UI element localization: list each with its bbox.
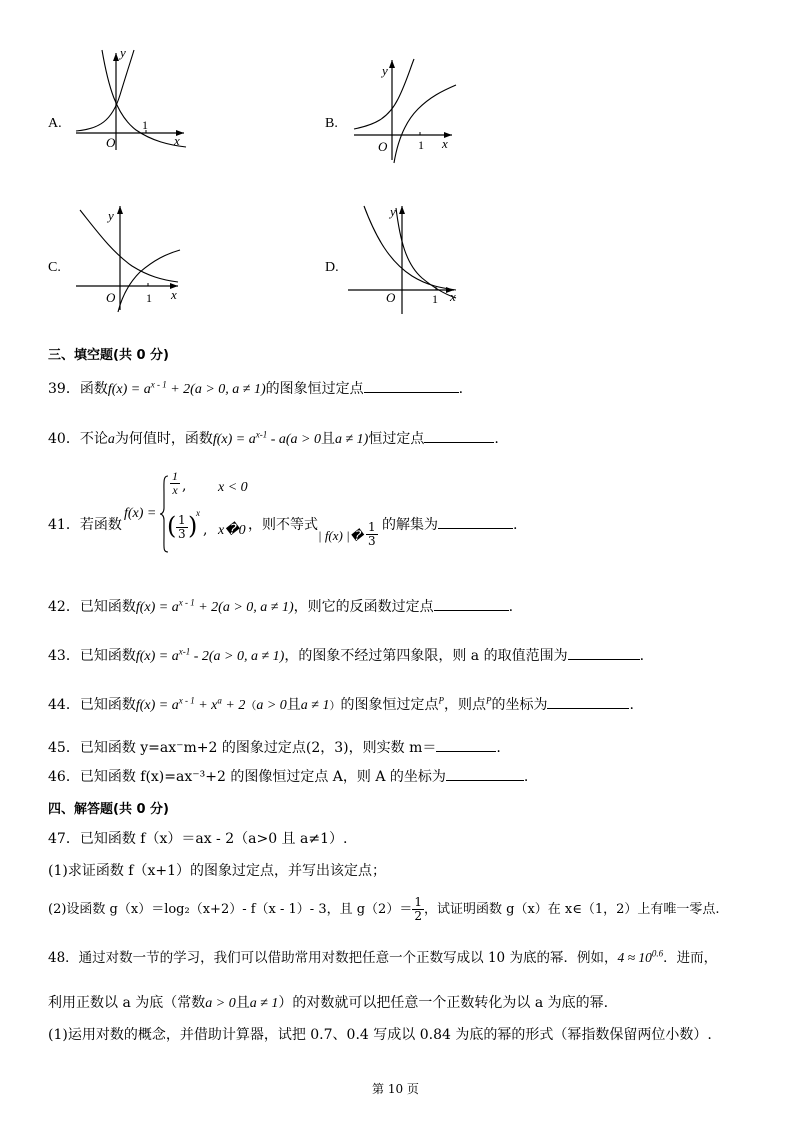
q42-end: . xyxy=(508,599,514,615)
x-label: x xyxy=(442,136,448,151)
curve-exponential-decay xyxy=(364,206,456,290)
q41-case1-cond: x < 0 xyxy=(218,480,248,495)
q42-num: 42．已知函数 xyxy=(48,599,136,615)
q43-formula: f(x) = a xyxy=(135,649,179,664)
q46-answer-blank[interactable] xyxy=(446,766,524,781)
q44-paren-open: （ xyxy=(245,699,257,712)
q41-case2-num: 1 xyxy=(178,513,186,527)
option-b-label: B. xyxy=(325,116,338,131)
tick-label-1: 1 xyxy=(432,292,438,306)
q42-answer-blank[interactable] xyxy=(434,596,509,611)
q48-line2 xyxy=(48,992,608,1012)
q41-case2-sup: x xyxy=(196,508,200,518)
q47-part2b: ，试证明函数 g（x）在 x∈（1，2）上有唯一零点. xyxy=(423,902,720,917)
q43-answer-blank[interactable] xyxy=(568,645,640,660)
q44-text2: ，则点 xyxy=(443,697,486,713)
q42-text: ，则它的反函数过定点 xyxy=(293,599,434,615)
q44-formula: f(x) = a xyxy=(135,698,179,713)
q41-fx: f(x) = xyxy=(124,506,157,521)
origin-label: O xyxy=(106,135,116,150)
q44-formula3: + 2 xyxy=(221,698,246,713)
curve-log-decay xyxy=(396,208,456,298)
q41-case2-frac xyxy=(176,514,188,541)
origin-label: O xyxy=(378,139,388,154)
q48-formula: 4 ≈ 10 xyxy=(617,950,652,965)
question-42 xyxy=(48,596,513,616)
q42-formula2: + 2(a > 0, a ≠ 1) xyxy=(194,600,294,615)
q39-end: . xyxy=(458,381,464,397)
curve-decreasing xyxy=(80,210,178,282)
q47-frac-num: 1 xyxy=(414,895,422,909)
x-label: x xyxy=(450,289,456,304)
q39-formula2: + 2(a > 0, a ≠ 1) xyxy=(166,382,266,397)
q44-text3: 的坐标为 xyxy=(491,697,548,713)
q43-sup: x-1 xyxy=(178,646,191,657)
q41-case2-cond: x�0 xyxy=(218,523,246,538)
q44-sup2: a xyxy=(217,695,222,706)
q42-formula: f(x) = a xyxy=(135,600,179,615)
option-d-label: D. xyxy=(325,260,339,275)
q41-case1-num: 1 xyxy=(172,469,178,483)
option-c-label: C. xyxy=(48,260,61,275)
section-title-answer: 四、解答题(共 0 分) xyxy=(48,802,169,817)
y-label: y xyxy=(120,45,126,60)
y-axis-arrow xyxy=(399,206,405,214)
q44-p2: P xyxy=(485,695,492,706)
q47-frac-den: 2 xyxy=(414,909,422,923)
q40-num: 40．不论 xyxy=(48,431,108,447)
q41-case1-frac xyxy=(170,470,180,497)
option-c-graph xyxy=(74,200,189,315)
q43-text: ，的图象不经过第四象限，则 a 的取值范围为 xyxy=(284,648,568,664)
curve-logarithmic xyxy=(394,85,456,163)
x-label: x xyxy=(171,287,177,302)
y-label: y xyxy=(108,208,114,223)
q47-part1: (1)求证函数 f（x+1）的图象过定点，并写出该定点； xyxy=(48,863,386,879)
q46-end: . xyxy=(523,769,529,785)
q45-answer-blank[interactable] xyxy=(436,737,496,752)
tick-label-1: 1 xyxy=(146,291,152,305)
option-a-label: A. xyxy=(48,116,62,131)
q48-and: 且 xyxy=(235,995,250,1011)
q48-text1: 48．通过对数一节的学习，我们可以借助常用对数把任意一个正数写成以 10 为底的幂．例如， xyxy=(48,950,618,966)
q39-answer-blank[interactable] xyxy=(364,378,459,393)
q48-sup: 0.6 xyxy=(651,948,664,959)
q45-text: 45．已知函数 y=ax⁻m+2 的图象过定点(2，3)，则实数 m＝ xyxy=(48,740,437,756)
q40-formula: f(x) = a xyxy=(212,432,256,447)
q40-var: a xyxy=(107,432,115,447)
q48-line1 xyxy=(48,946,717,966)
q44-cond2: a ≠ 1 xyxy=(300,698,330,713)
q48-line2a: 利用正数以 a 为底（常数 xyxy=(48,995,206,1011)
page-number: 第 10 页 xyxy=(372,1082,419,1096)
q44-end: . xyxy=(629,697,634,713)
question-44 xyxy=(48,694,634,714)
q41-text1: ，则不等式 xyxy=(248,517,318,533)
q47-part2a: (2)设函数 g（x）＝log₂（x+2）- f（x - 1）- 3，且 g（2）＝ xyxy=(48,902,413,917)
q41-tail xyxy=(382,514,517,534)
q40-answer-blank[interactable] xyxy=(424,428,494,443)
q44-sup: x - 1 xyxy=(178,695,195,706)
q39-formula: f(x) = a xyxy=(107,382,151,397)
q46-text: 46．已知函数 f(x)=ax⁻³+2 的图像恒过定点 A，则 A 的坐标为 xyxy=(48,769,446,785)
q40-cond: a ≠ 1) xyxy=(334,432,369,447)
q41-num: 41．若函数 xyxy=(48,517,122,533)
q44-text1: 的图象恒过定点 xyxy=(340,697,439,713)
question-43 xyxy=(48,645,644,665)
q41-ineq: | f(x) |� xyxy=(318,528,364,543)
q44-p: P xyxy=(438,695,444,706)
q40-text2: 恒过定点 xyxy=(368,431,425,447)
question-45 xyxy=(48,737,501,757)
q41-text2: 的解集为 xyxy=(382,517,438,533)
question-46 xyxy=(48,766,528,786)
q48-cond2: a ≠ 1 xyxy=(249,996,279,1011)
q44-and: 且 xyxy=(286,697,301,713)
y-label: y xyxy=(390,204,396,219)
origin-label: O xyxy=(106,290,116,305)
q44-formula2: + x xyxy=(194,698,218,713)
q47-text: 47．已知函数 f（x）＝ax - 2（a>0 且 a≠1）. xyxy=(48,831,348,847)
q40-and: 且 xyxy=(320,431,335,447)
q45-end: . xyxy=(496,740,501,756)
y-axis-arrow xyxy=(389,60,395,68)
q41-paren-close: ) xyxy=(188,512,198,540)
option-d-graph xyxy=(346,200,466,318)
q41-case1-den: x xyxy=(172,483,178,497)
q43-num: 43．已知函数 xyxy=(48,648,136,664)
q42-sup: x - 1 xyxy=(178,597,195,608)
q44-num: 44．已知函数 xyxy=(48,697,136,713)
q48-line2b: ）的对数就可以把任意一个正数转化为以 a 为底的幂. xyxy=(278,995,609,1011)
q44-cond1: a > 0 xyxy=(256,698,287,713)
y-axis-arrow xyxy=(117,206,123,214)
q43-formula2: - 2(a > 0, a ≠ 1) xyxy=(190,649,285,664)
q41-comma2: , xyxy=(203,522,208,538)
question-40 xyxy=(48,428,499,448)
y-axis-arrow xyxy=(113,53,119,61)
q40-sup: x-1 xyxy=(255,429,268,440)
q48-part1: (1)运用对数的概念，并借助计算器，试把 0.7、0.4 写成以 0.84 为底的幂的形式（幂指数保留两位小数）. xyxy=(48,1027,712,1043)
q47-part2 xyxy=(48,896,720,923)
question-39 xyxy=(48,378,463,398)
q41-end: . xyxy=(513,517,518,533)
q47-frac xyxy=(412,896,424,923)
q39-text: 的图象恒过定点 xyxy=(265,381,364,397)
q43-end: . xyxy=(639,648,645,664)
q48-text2: ．进而， xyxy=(663,950,718,966)
q44-answer-blank[interactable] xyxy=(547,694,629,709)
tick-label-1: 1 xyxy=(142,118,148,132)
q41-ineq-num: 1 xyxy=(368,520,376,534)
q41-ineq-frac xyxy=(366,521,378,548)
option-b-graph xyxy=(352,55,462,165)
q48-cond1: a > 0 xyxy=(205,996,236,1011)
section-title-fill-in: 三、填空题(共 0 分) xyxy=(48,348,169,363)
tick-label-1: 1 xyxy=(418,138,424,152)
q44-paren-close: ） xyxy=(329,699,341,712)
option-a-graph xyxy=(74,45,189,155)
y-label: y xyxy=(382,63,388,78)
q40-text1: 为何值时，函数 xyxy=(114,431,213,447)
q41-paren-open: ( xyxy=(167,512,177,540)
q41-comma1: , xyxy=(182,478,187,494)
q40-formula2: - a(a > 0 xyxy=(267,432,321,447)
q39-sup: x - 1 xyxy=(150,379,167,390)
origin-label: O xyxy=(386,290,396,305)
q41-ineq-den: 3 xyxy=(368,534,376,548)
q41-case2-den: 3 xyxy=(178,527,186,541)
q41-answer-blank[interactable] xyxy=(438,514,513,529)
x-label: x xyxy=(174,133,180,148)
q40-end: . xyxy=(494,431,499,447)
q39-num: 39．函数 xyxy=(48,381,108,397)
